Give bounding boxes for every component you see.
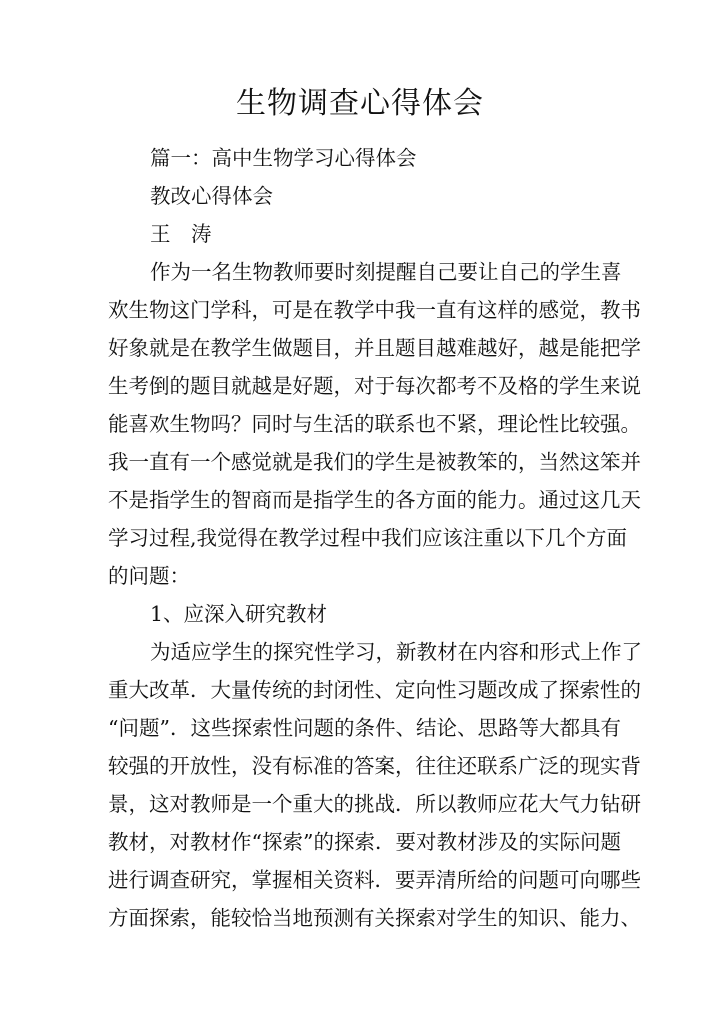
subtitle: 教改心得体会 [150, 184, 273, 208]
paragraph-line: 较强的开放性，没有标准的答案，往往还联系广泛的现实背 [108, 754, 641, 778]
author-name: 王 涛 [150, 222, 212, 246]
numbered-heading: 1、应深入研究教材 [150, 602, 328, 626]
paragraph-line: “问题”．这些探索性问题的条件、结论、思路等大都具有 [108, 716, 621, 740]
paragraph-line: 生考倒的题目就越是好题，对于每次都考不及格的学生来说 [108, 374, 641, 398]
paragraph-line: 不是指学生的智商而是指学生的各方面的能力。通过这几天 [108, 488, 641, 512]
paragraph-line: 欢生物这门学科，可是在教学中我一直有这样的感觉，教书 [108, 298, 641, 322]
paragraph-line: 我一直有一个感觉就是我们的学生是被教笨的，当然这笨并 [108, 450, 641, 474]
paragraph-line: 能喜欢生物吗？同时与生活的联系也不紧，理论性比较强。 [108, 412, 641, 436]
paragraph-line: 学习过程,我觉得在教学过程中我们应该注重以下几个方面 [108, 526, 628, 550]
document-title: 生物调查心得体会 [236, 86, 484, 121]
paragraph-line: 为适应学生的探究性学习，新教材在内容和形式上作了 [150, 640, 642, 664]
paragraph-line: 的问题： [108, 564, 190, 588]
paragraph-line: 进行调查研究，掌握相关资料．要弄清所给的问题可向哪些 [108, 868, 641, 892]
paragraph-line: 重大改革．大量传统的封闭性、定向性习题改成了探索性的 [108, 678, 641, 702]
paragraph-line: 方面探索，能较恰当地预测有关探索对学生的知识、能力、 [108, 906, 641, 930]
paragraph-line: 景，这对教师是一个重大的挑战．所以教师应花大气力钻研 [108, 792, 641, 816]
paragraph-line: 好象就是在教学生做题目，并且题目越难越好，越是能把学 [108, 336, 641, 360]
paragraph-line: 作为一名生物教师要时刻提醒自己要让自己的学生喜 [150, 260, 622, 284]
section-heading: 篇一：高中生物学习心得体会 [150, 146, 417, 170]
paragraph-line: 教材，对教材作“探索”的探索．要对教材涉及的实际问题 [108, 830, 621, 854]
